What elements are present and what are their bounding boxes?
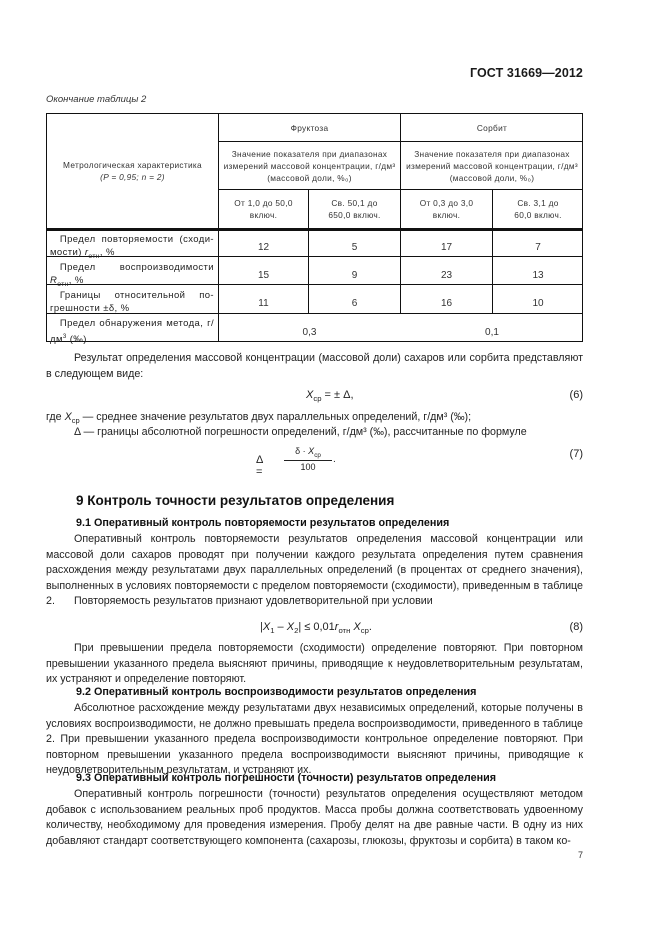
section-9-3-paragraph: Оперативный контроль погрешности (точности) результатов определения осуществляют методом добавок с использованием реальных проб продуктов. Масса пробы должна соответствовать удвоенному количеству, необходимому для проведения измерения. Пробу делят на две равные части. В одну из них добавляют стандарт соответствующего компонента (сахарозы, глюкозы, фруктозы и сорбита) в таком ко- [46, 788, 583, 847]
cell-value: 0,3 [302, 327, 317, 338]
section-9-3-heading: 9.3 Оперативный контроль погрешности (точности) результатов определения [76, 772, 497, 784]
section-9-2-heading: 9.2 Оперативный контроль воспроизводимости результатов определения [76, 686, 477, 698]
document-standard-header: ГОСТ 31669—2012 [469, 66, 583, 80]
cell-value: 17 [440, 242, 453, 253]
equation-7-number: (7) [569, 448, 583, 460]
cell-value: 16 [440, 298, 453, 309]
metrology-table [46, 113, 583, 346]
row-label-detection-limit: Предел обнаружения метода, $г/дм^3$ (‰) [50, 318, 214, 346]
cell-value: 13 [532, 270, 544, 281]
header-fructose-range-label: Значение показателя при диапазонах измерений массовой концентрации, г/дм³ (массовой доли, %₀) [223, 148, 396, 183]
section-9-1-paragraph-1: Оперативный контроль повторяемости результатов определения массовой концентрации или массовой доли сахаров проводят при получении каждого результата определения путем сравнения расхождения между результатами двух параллельных определений (в процентах от среднего значения), выполненных в условиях повторяемости с пределом повторяемости (сходимости), приведенным в таблице 2. [46, 533, 583, 607]
cell-value: 6 [351, 298, 358, 309]
header-sorbitol: Сорбит [476, 122, 508, 133]
header-fructose-range-1: От 1,0 до 50,0 включ. [234, 198, 293, 220]
section-9-1-heading: 9.1 Оперативный контроль повторяемости результатов определения [76, 517, 450, 529]
cell-value: 15 [257, 270, 270, 281]
equation-7-denominator: 100 [300, 462, 316, 472]
cell-value: 23 [440, 270, 453, 281]
table-caption: Окончание таблицы 2 [46, 94, 147, 105]
cell-value: 9 [351, 270, 358, 281]
section-9-1-paragraph-3: При превышении предела повторяемости (сходимости) определение повторяют. При повторном превышении указанного предела выясняют причины, приводящие к неудовлетворительным результатам, их устраняют и определение повторяют. [46, 642, 583, 685]
header-conditions: (P = 0,95; n = 2) [100, 172, 165, 182]
section-9-2-paragraph: Абсолютное расхождение между результатами двух независимых определений, которые получены в условиях воспроизводимости, не должно превышать предела воспроизводимости, приведенного в таблице 2. При превышении указанного предела воспроизводимости контрольное определение повторяют. При повторном превышении указанного предела воспроизводимости выясняют причины, приводящие к неудовлетворительным результатам, и устраняют их. [46, 702, 583, 776]
section-9-1-paragraph-2: Повторяемость результатов признают удовлетворительной при условии [74, 595, 433, 607]
cell-value: 12 [257, 242, 270, 253]
header-sorbitol-range-1: От 0,3 до 3,0 включ. [419, 198, 474, 220]
cell-value: 0,1 [485, 327, 499, 338]
header-fructose-range-2: Св. 50,1 до 650,0 включ. [328, 198, 381, 220]
header-sorbitol-range-2: Св. 3,1 до 60,0 включ. [514, 198, 562, 220]
equation-6: $X_{ср}$ = ± Δ, [306, 389, 354, 404]
header-fructose: Фруктоза [290, 122, 329, 133]
equation-7-lhs: Δ = [256, 454, 263, 478]
cell-value: 5 [351, 242, 358, 253]
where-xcp: где $X_{ср}$ — среднее значение результатов двух параллельных определений, г/дм³ (‰); [46, 411, 472, 426]
row-label-repeatability: Предел повторяемости (сходи-мости) $r_{отн}$, % [50, 234, 214, 260]
cell-value: 11 [258, 298, 269, 309]
equation-7-numerator: $\delta \cdot X_{ср}$ [284, 446, 332, 461]
row-label-error-bounds: Границы относительной по-грешности ±δ, % [50, 290, 214, 314]
equation-6-number: (6) [569, 389, 583, 401]
header-sorbitol-range-label: Значение показателя при диапазонах измерений массовой концентрации, г/дм³ (массовой доли, %₀) [406, 148, 578, 183]
paragraph-result-form: Результат определения массовой концентрации (массовой доли) сахаров или сорбита представляют в следующем виде: [46, 352, 583, 380]
row-label-reproducibility: Предел воспроизводимости $R_{отн}$, % [50, 262, 214, 288]
equation-8: $|X_1 - X_2| \le 0,01r_{отн}$ $X_{ср}$. [260, 621, 372, 636]
header-characteristic-label: Метрологическая характеристика [63, 160, 202, 170]
header-characteristic [47, 114, 218, 228]
cell-value: 7 [535, 242, 541, 253]
cell-value: 10 [532, 298, 544, 309]
page-number: 7 [577, 850, 583, 860]
equation-8-number: (8) [569, 621, 583, 633]
section-9-heading: 9 Контроль точности результатов определения [76, 493, 395, 508]
where-delta: Δ — границы абсолютной погрешности определений, г/дм³ (‰), рассчитанные по формуле [74, 426, 527, 438]
